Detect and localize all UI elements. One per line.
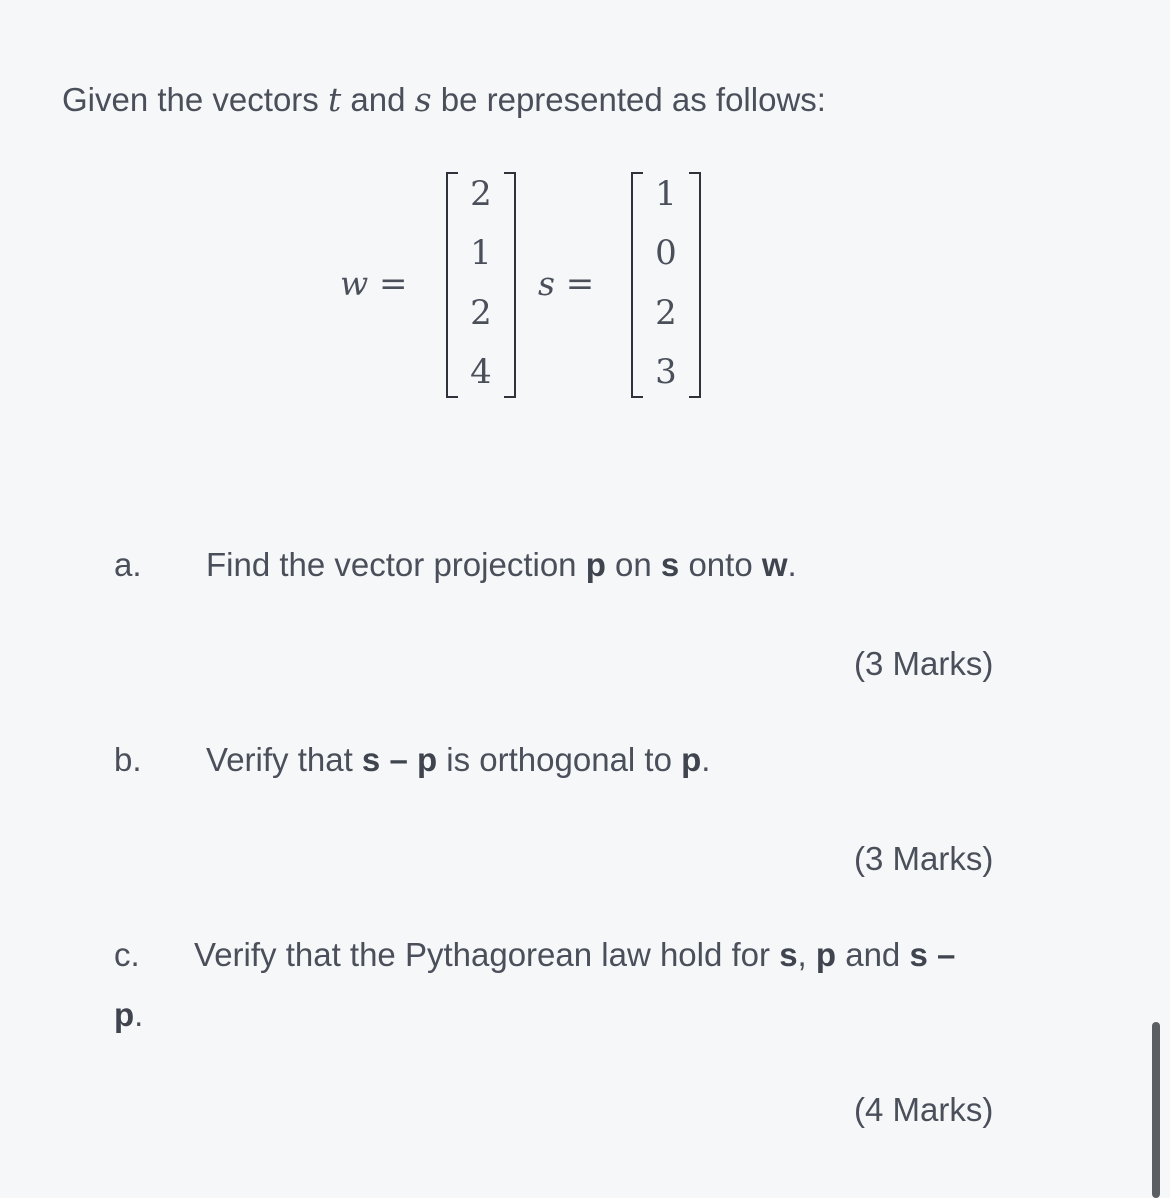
vector-s-equals: =: [554, 264, 595, 304]
question-b-bold: p: [681, 741, 702, 778]
scrollbar-thumb[interactable]: [1152, 1022, 1160, 1198]
question-c-part: .: [134, 996, 144, 1033]
intro-variable-s: s: [414, 80, 432, 119]
question-a-part: .: [787, 546, 797, 583]
question-c-text: [194, 936, 955, 974]
intro-text: [62, 80, 826, 119]
question-c-continuation: [114, 996, 143, 1034]
question-b-bold: s – p: [361, 741, 438, 778]
intro-mid: and: [341, 81, 415, 118]
question-b-part: Verify that: [206, 741, 362, 778]
vector-w-matrix: [446, 172, 516, 396]
vector-s-symbol: s: [538, 264, 555, 303]
vector-s-entry: 3: [655, 352, 677, 392]
question-c-bold: s –: [909, 936, 956, 973]
question-c-part: Verify that the Pythagorean law hold for: [194, 936, 780, 973]
vector-w-entry: 1: [470, 233, 492, 273]
question-b-text: [206, 741, 710, 779]
question-a-bold: s: [660, 546, 680, 583]
question-b-marks: (3 Marks): [854, 840, 994, 877]
vector-w-entry: 4: [470, 352, 492, 392]
question-c-marks: (4 Marks): [854, 1091, 994, 1128]
question-a-text: [206, 546, 797, 584]
vector-w-entry: 2: [470, 293, 492, 333]
question-c-label: c.: [114, 936, 140, 973]
vector-s-label: [538, 264, 594, 304]
question-a-part: on: [605, 546, 661, 583]
question-c-part: and: [836, 936, 910, 973]
intro-variable-t: t: [327, 80, 342, 119]
vector-w-equals: =: [368, 264, 408, 304]
question-c-part: ,: [797, 936, 816, 973]
question-b-part: is orthogonal to: [437, 741, 682, 778]
vector-w-symbol: w: [340, 264, 369, 303]
vector-s-entry: 0: [655, 233, 677, 273]
intro-suffix: be represented as follows:: [431, 81, 826, 118]
vector-s-matrix: [631, 172, 701, 396]
question-c-bold: s: [779, 936, 798, 973]
question-b-part: .: [701, 741, 711, 778]
question-a-bold: w: [761, 546, 788, 583]
vector-w-entry: 2: [470, 174, 492, 214]
intro-prefix: Given the vectors: [62, 81, 328, 118]
vector-w-label: [340, 264, 408, 304]
question-a-bold: p: [585, 546, 606, 583]
question-b-label: b.: [114, 741, 142, 778]
question-c-bold: p: [114, 996, 135, 1033]
vector-s-entry: 1: [655, 174, 677, 214]
question-a-label: a.: [114, 546, 142, 583]
vector-s-entry: 2: [655, 293, 677, 333]
question-c-bold: p: [815, 936, 837, 973]
question-a-marks: (3 Marks): [854, 645, 994, 682]
question-a-part: Find the vector projection: [206, 546, 586, 583]
question-a-part: onto: [679, 546, 762, 583]
